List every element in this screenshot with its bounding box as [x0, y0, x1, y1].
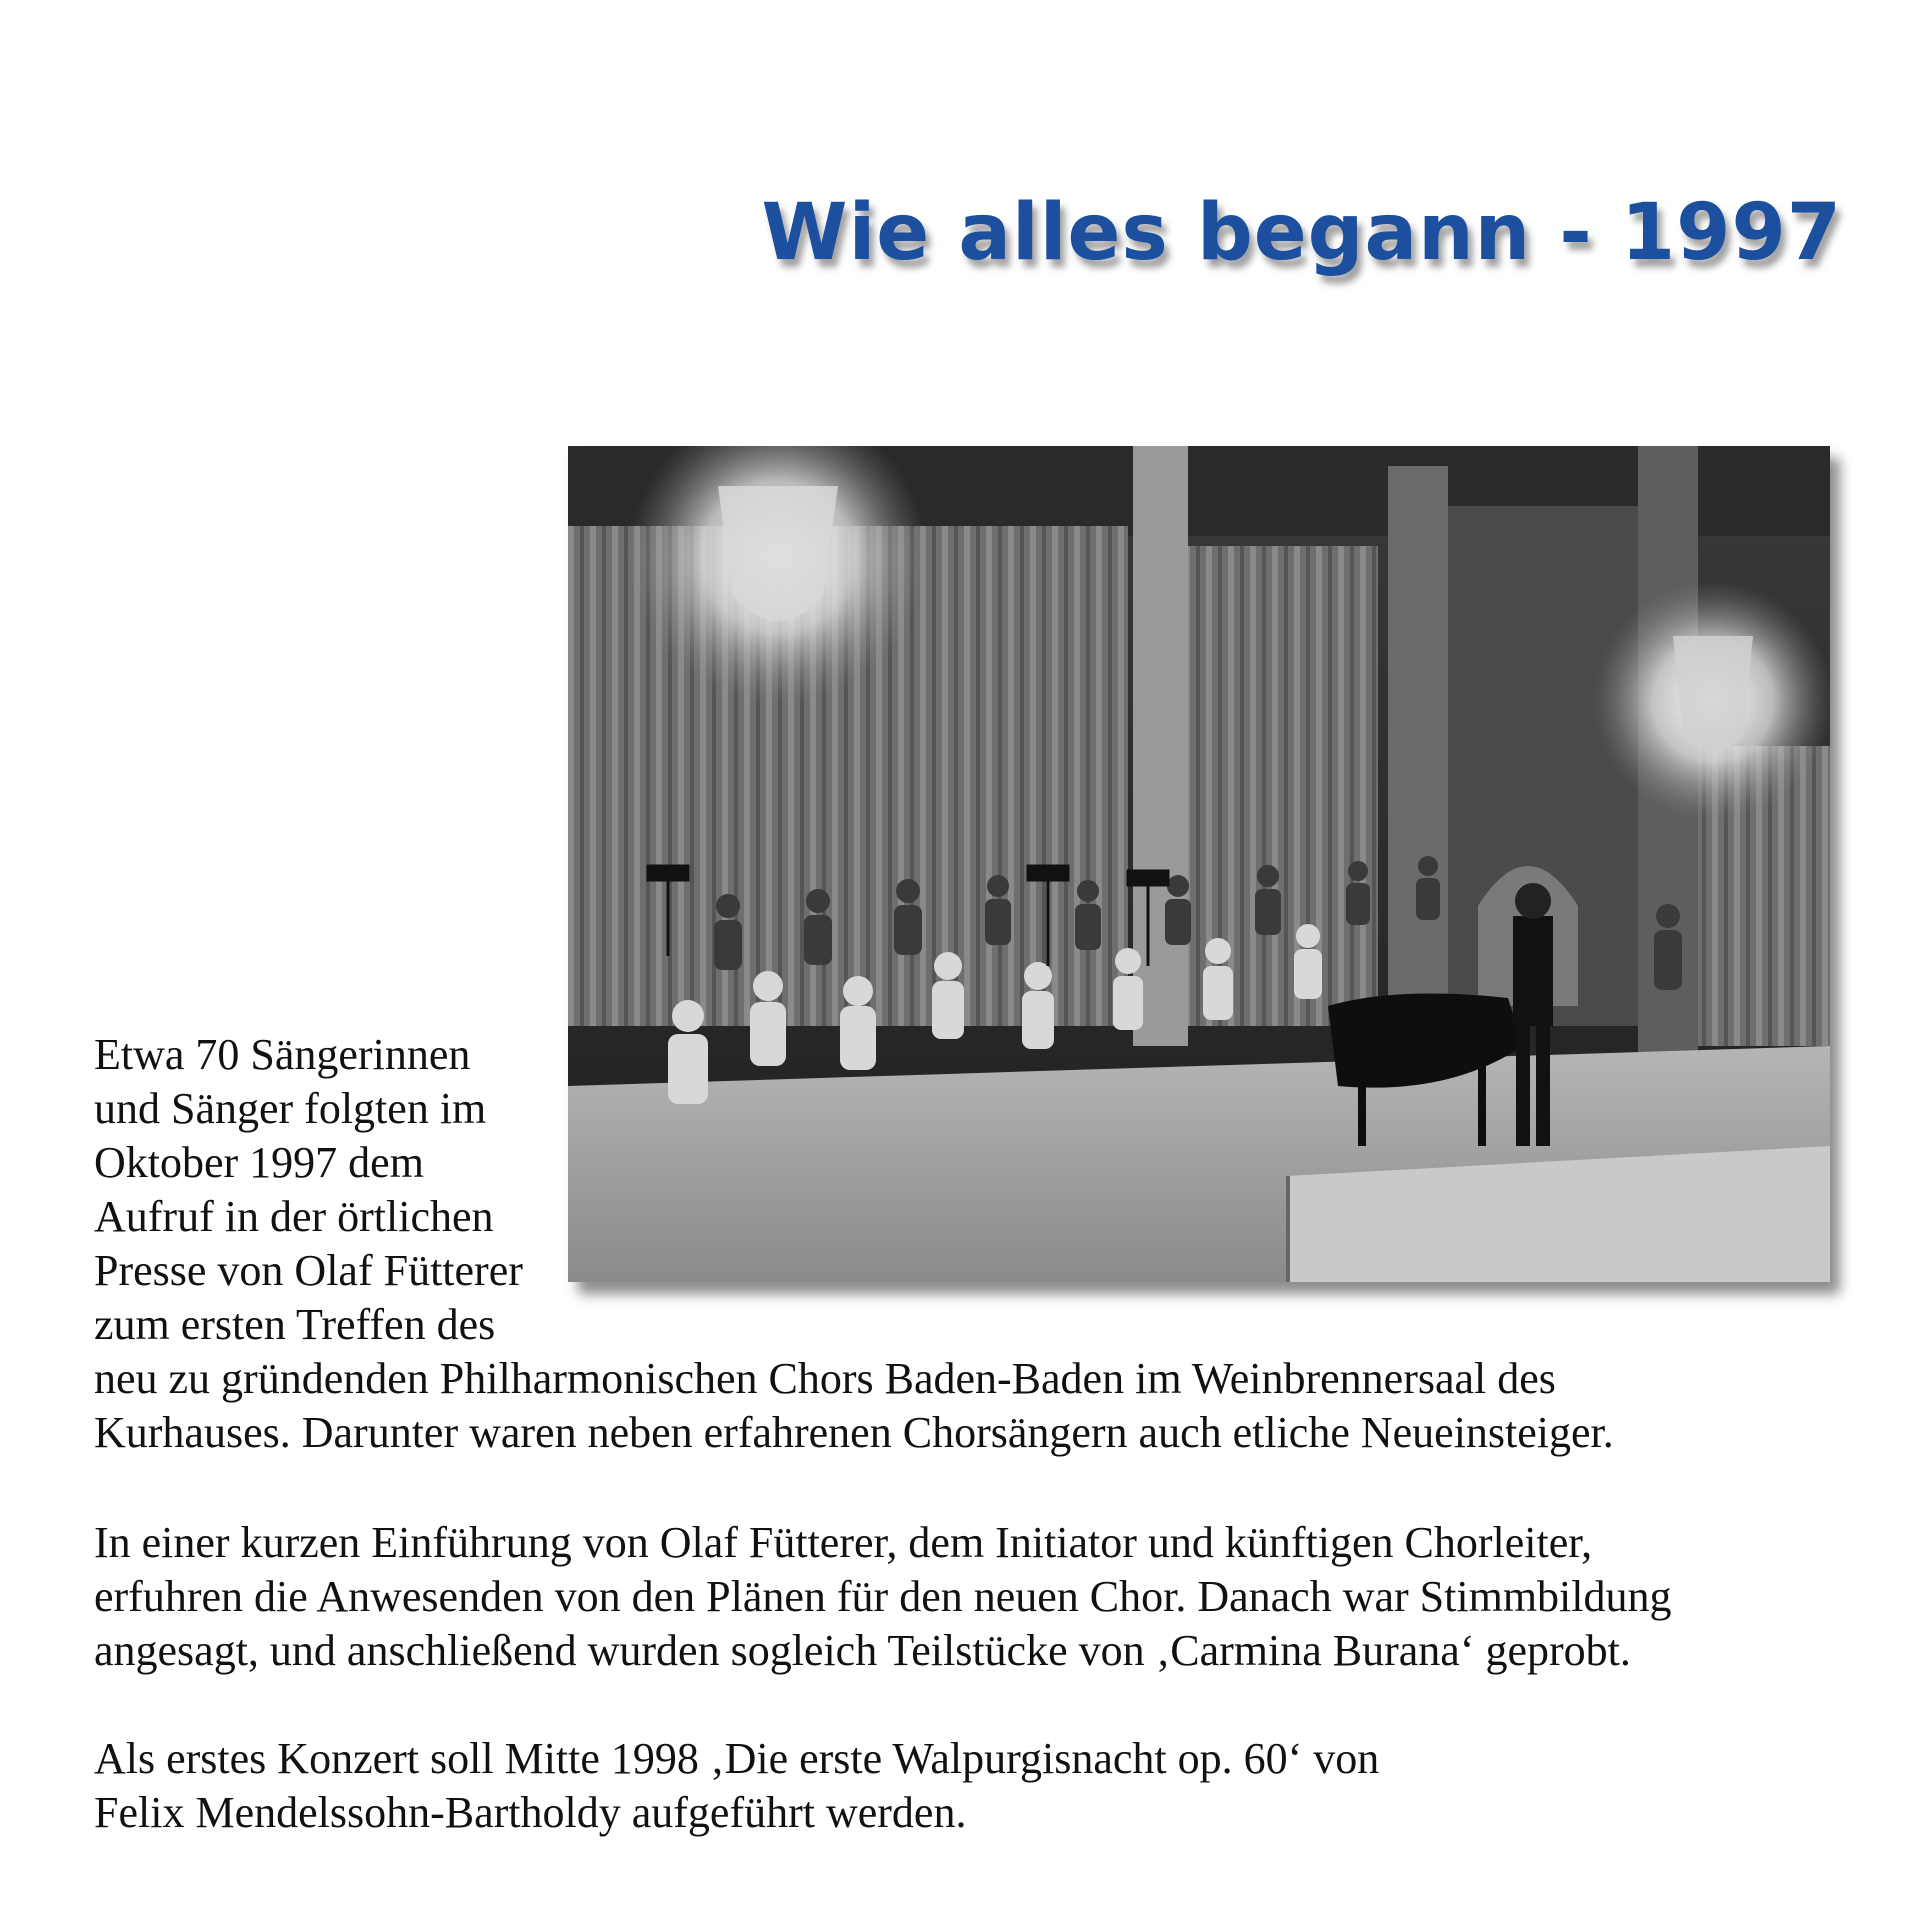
paragraph-line: In einer kurzen Einführung von Olaf Fütterer, dem Initiator und künftigen Chorleiter,: [94, 1518, 1593, 1567]
intro-line: Presse von Olaf Fütterer: [94, 1246, 523, 1295]
intro-text-full-width: [94, 1352, 1614, 1460]
paragraph-introduction: [94, 1516, 1672, 1678]
intro-line: Oktober 1997 dem: [94, 1138, 424, 1187]
intro-line: zum ersten Treffen des: [94, 1300, 496, 1349]
intro-line: Etwa 70 Sängerinnen: [94, 1030, 471, 1079]
intro-text-beside-photo: [94, 1028, 523, 1352]
paragraph-line: Felix Mendelssohn-Bartholdy aufgeführt werden.: [94, 1788, 967, 1837]
rehearsal-photo: [568, 446, 1830, 1282]
paragraph-line: erfuhren die Anwesenden von den Plänen für den neuen Chor. Danach war Stimmbildung: [94, 1572, 1672, 1621]
paragraph-first-concert: [94, 1732, 1379, 1840]
intro-line: neu zu gründenden Philharmonischen Chors Baden-Baden im Weinbrennersaal des: [94, 1354, 1556, 1403]
intro-line: Kurhauses. Darunter waren neben erfahrenen Chorsängern auch etliche Neueinsteiger.: [94, 1408, 1614, 1457]
paragraph-line: Als erstes Konzert soll Mitte 1998 ‚Die erste Walpurgisnacht op. 60‘ von: [94, 1734, 1380, 1783]
paragraph-line: angesagt, und anschließend wurden sogleich Teilstücke von ‚Carmina Burana‘ geprobt.: [94, 1626, 1631, 1675]
rehearsal-hall-photo-icon: [568, 446, 1830, 1282]
intro-line: Aufruf in der örtlichen: [94, 1192, 494, 1241]
page-title: Wie alles begann - 1997: [761, 188, 1842, 278]
intro-line: und Sänger folgten im: [94, 1084, 487, 1133]
